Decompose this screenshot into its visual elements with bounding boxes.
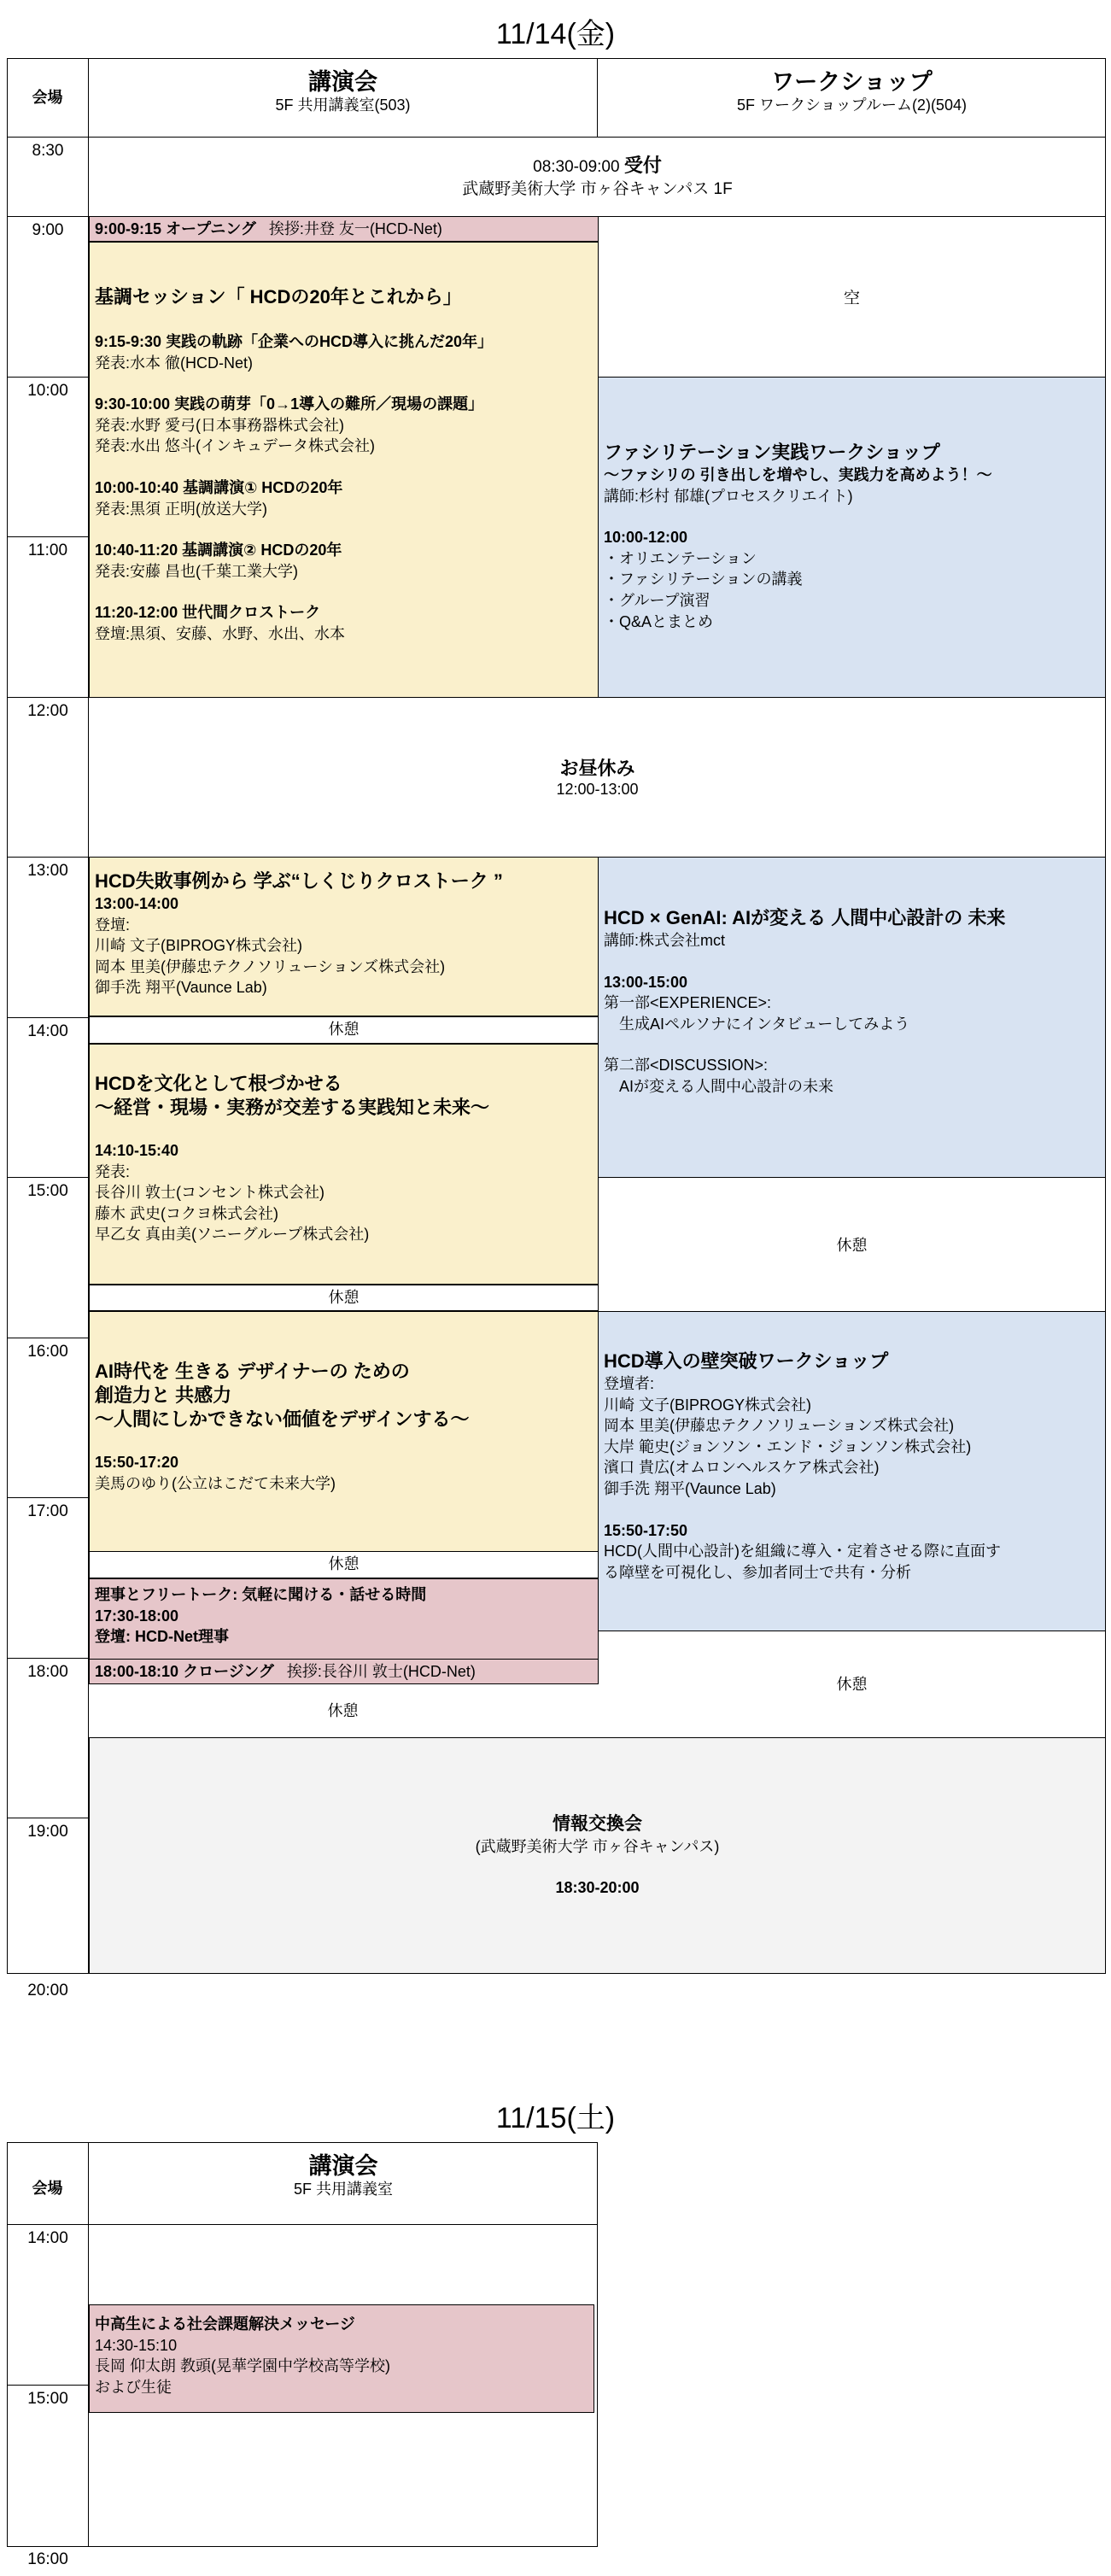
break-label: 休憩: [836, 1676, 868, 1693]
hcd-culture-block: [89, 1044, 599, 1285]
time-label: 15:00: [27, 1182, 68, 1200]
break-block: [89, 1285, 599, 1311]
reception-block: [89, 143, 1106, 212]
workshop-room: 5F ワークショップルーム(2)(504): [737, 97, 967, 114]
facilitation-subtitle: 〜ファシリの 引き出しを増やし、実践力を高めよう！〜: [604, 466, 992, 483]
row-line: [7, 1017, 88, 1018]
workshop-break-block: [598, 1631, 1106, 1736]
lunch-block: [89, 735, 1106, 820]
keynote-s2-speaker: 発表:水出 悠斗(インキュデータ株式会社): [95, 437, 375, 455]
time-label: 15:00: [27, 2390, 68, 2408]
wall-description: HCD(人間中心設計)を組織に導入・定着させる際に直面す: [604, 1543, 1001, 1560]
culture-subtitle: 〜経営・現場・実務が交差する実践知と未来〜: [95, 1097, 490, 1118]
row-line: [7, 536, 88, 537]
time-label: 10:00: [27, 382, 68, 400]
day2-lecture-column-header: [89, 2152, 598, 2198]
shikujiri-speaker: 岡本 里美(伊藤忠テクノソリューションズ株式会社): [95, 957, 446, 975]
workshop-title: ワークショップ: [771, 69, 933, 95]
shikujiri-label: 登壇:: [95, 916, 131, 934]
keynote-s2-title: 9:30-10:00 実践の萌芽「0→1導入の難所／現場の課題」: [95, 395, 484, 413]
facilitation-item: ・オリエンテーション: [604, 549, 757, 567]
break-label: 休憩: [328, 1021, 360, 1038]
exchange-place: (武蔵野美術大学 市ヶ谷キャンパス): [475, 1838, 720, 1856]
time-label: 20:00: [27, 1982, 68, 1999]
culture-speaker: 早乙女 真由美(ソニーグループ株式会社): [95, 1226, 370, 1244]
time-label: 17:00: [27, 1502, 68, 1520]
wall-description: る障壁を可視化し、参加者同士で共有・分析: [604, 1563, 911, 1581]
workshop-column-header: [598, 68, 1106, 114]
lecture-column-header: [89, 68, 597, 114]
facilitation-title: ファシリテーション実践ワークショップ: [604, 442, 940, 463]
row-line: [7, 1177, 88, 1178]
row-line: [7, 2385, 88, 2386]
closing-text: 18:00-18:10 クロージング: [95, 1663, 274, 1680]
time-label: 16:00: [27, 2550, 68, 2568]
header-bottom-line: [7, 2224, 598, 2225]
empty-label: 空: [843, 290, 860, 307]
break-block: [89, 1684, 597, 1736]
break-label: 休憩: [327, 1702, 359, 1719]
wall-label: 登壇者:: [604, 1375, 655, 1392]
ai-designer-time: 15:50-17:20: [95, 1454, 179, 1471]
freetalk-speakers: 登壇: HCD-Net理事: [95, 1628, 229, 1646]
day2-lecture-room: 5F 共用講義室: [293, 2181, 393, 2198]
time-label: 18:00: [27, 1663, 68, 1681]
closing-greeting: 挨拶:長谷川 敦士(HCD-Net): [286, 1663, 476, 1680]
wall-speaker: 大岸 範史(ジョンソン・エンド・ジョンソン株式会社): [604, 1437, 972, 1455]
exchange-title: 情報交換会: [553, 1814, 642, 1835]
keynote-s3-title: 10:00-10:40 基調講演① HCDの20年: [95, 478, 343, 496]
keynote-s4-speaker: 発表:安藤 昌也(千葉工業大学): [95, 562, 298, 580]
break-label: 休憩: [328, 1289, 360, 1306]
time-label: 19:00: [27, 1823, 68, 1841]
facilitation-time: 10:00-12:00: [604, 529, 688, 547]
genai-lecturer: 講師:株式会社mct: [604, 932, 725, 949]
wall-breakthrough-workshop-block: [598, 1311, 1106, 1631]
keynote-s3-speaker: 発表:黒須 正明(放送大学): [95, 500, 267, 518]
reception-place: 武蔵野美術大学 市ヶ谷キャンパス 1F: [462, 180, 733, 198]
genai-part2-desc: AIが変える人間中心設計の未来: [604, 1077, 834, 1095]
opening-text: 9:00-9:15 オープニング: [95, 220, 256, 237]
student-message-block: [89, 2304, 594, 2413]
time-label: 8:30: [32, 142, 64, 160]
wall-speaker: 岡本 里美(伊藤忠テクノソリューションズ株式会社): [604, 1417, 955, 1435]
ai-designer-title: 創造力と 共感力: [95, 1385, 232, 1406]
opening-greeting: 挨拶:井登 友一(HCD-Net): [268, 220, 442, 237]
networking-party-block: [89, 1737, 1106, 1974]
venue-label: 会場: [32, 2180, 63, 2197]
genai-time: 13:00-15:00: [604, 973, 688, 991]
free-talk-block: [89, 1578, 599, 1660]
facilitation-lecturer: 講師:杉村 郁雄(プロセスクリエイト): [604, 487, 853, 505]
wall-title: HCD導入の壁突破ワークショップ: [604, 1350, 889, 1372]
keynote-s4-title: 10:40-11:20 基調講演② HCDの20年: [95, 542, 342, 559]
facilitation-workshop-block: [598, 377, 1106, 698]
culture-speaker: 藤木 武史(コクヨ株式会社): [95, 1204, 278, 1222]
shikujiri-speaker: 川崎 文子(BIPROGY株式会社): [95, 937, 303, 955]
day1-title: 11/14(金): [495, 18, 616, 50]
lecture-room: 5F 共用講義室(503): [275, 97, 411, 114]
genai-part1: 第一部<EXPERIENCE>:: [604, 994, 772, 1012]
freetalk-title: 理事とフリートーク: 気軽に聞ける・話せる時間: [95, 1586, 427, 1603]
break-block: [89, 1551, 599, 1578]
keynote-s2-speaker: 発表:水野 愛弓(日本事務器株式会社): [95, 416, 344, 434]
facilitation-item: ・Q&Aとまとめ: [604, 612, 714, 630]
freetalk-time: 17:30-18:00: [95, 1607, 179, 1625]
shikujiri-crosstalk-block: [89, 857, 599, 1016]
ai-designer-block: [89, 1311, 599, 1552]
row-line: [7, 1658, 88, 1659]
day2-title: 11/15(土): [495, 2102, 616, 2134]
message-time: 14:30-15:10: [95, 2336, 178, 2354]
exchange-time: 18:30-20:00: [555, 1879, 640, 1897]
keynote-title: 基調セッション「 HCDの20年とこれから」: [95, 286, 462, 307]
ai-designer-subtitle: 〜人間にしかできない価値をデザインする〜: [95, 1408, 470, 1430]
closing-block: [89, 1659, 599, 1684]
lunch-label: お昼休み: [559, 757, 635, 779]
genai-title: HCD × GenAI: AIが変える 人間中心設計の 未来: [604, 907, 1006, 928]
keynote-s5-speakers: 登壇:黒須、安藤、水野、水出、水本: [95, 624, 345, 642]
reception-label: 受付: [623, 155, 662, 176]
break-label: 休憩: [328, 1555, 360, 1572]
culture-title: HCDを文化として根づかせる: [95, 1073, 342, 1094]
time-label: 13:00: [27, 862, 68, 880]
genai-part2: 第二部<DISCUSSION>:: [604, 1057, 769, 1074]
break-label: 休憩: [836, 1237, 868, 1254]
message-speaker: および生徒: [95, 2378, 172, 2396]
shikujiri-time: 13:00-14:00: [95, 895, 179, 912]
time-label: 14:00: [27, 2229, 68, 2247]
keynote-session-block: [89, 242, 599, 698]
reception-time: 08:30-09:00: [533, 158, 620, 176]
message-title: 中高生による社会課題解決メッセージ: [95, 2315, 355, 2333]
workshop-break-block: [598, 1178, 1106, 1311]
venue-label: 会場: [32, 89, 63, 106]
day2-lecture-title: 講演会: [308, 2153, 378, 2179]
shikujiri-title: HCD失敗事例から 学ぶ“しくじりクロストーク ”: [95, 870, 503, 892]
time-label: 9:00: [32, 221, 64, 239]
wall-speaker: 川崎 文子(BIPROGY株式会社): [604, 1396, 812, 1414]
opening-block: [89, 216, 599, 242]
wall-speaker: 御手洗 翔平(Vaunce Lab): [604, 1479, 776, 1497]
genai-part1-desc: 生成AIペルソナにインタビューしてみよう: [604, 1015, 910, 1033]
time-label: 12:00: [27, 702, 68, 720]
wall-speaker: 濱口 貴広(オムロンヘルスケア株式会社): [604, 1459, 880, 1477]
lunch-time: 12:00-13:00: [556, 780, 639, 798]
keynote-s1-speaker: 発表:水本 徹(HCD-Net): [95, 354, 253, 372]
facilitation-item: ・グループ演習: [604, 591, 710, 609]
row-line: [7, 216, 88, 217]
shikujiri-speaker: 御手洗 翔平(Vaunce Lab): [95, 979, 267, 997]
header-bottom-line: [7, 137, 1106, 138]
lecture-title: 講演会: [308, 69, 377, 95]
row-line: [7, 377, 88, 378]
time-label: 16:00: [27, 1343, 68, 1361]
culture-label: 発表:: [95, 1162, 131, 1180]
time-label: 14:00: [27, 1022, 68, 1040]
time-label: 11:00: [27, 542, 68, 559]
break-block: [89, 1016, 599, 1044]
keynote-s5-title: 11:20-12:00 世代間クロストーク: [95, 604, 321, 622]
wall-time: 15:50-17:50: [604, 1521, 688, 1539]
keynote-s1-title: 9:15-9:30 実践の軌跡「企業へのHCD導入に挑んだ20年」: [95, 333, 494, 350]
message-speaker: 長岡 仰太朗 教頭(晃華学園中学校高等学校): [95, 2357, 390, 2375]
ai-designer-title: AI時代を 生きる デザイナーの ための: [95, 1361, 410, 1382]
genai-workshop-block: [598, 857, 1106, 1178]
row-line: [7, 1497, 88, 1498]
ai-designer-speaker: 美馬のゆり(公立はこだて未来大学): [95, 1474, 336, 1492]
facilitation-item: ・ファシリテーションの講義: [604, 571, 803, 588]
culture-speaker: 長谷川 敦士(コンセント株式会社): [95, 1184, 325, 1202]
empty-slot: [598, 217, 1106, 377]
culture-time: 14:10-15:40: [95, 1142, 179, 1159]
